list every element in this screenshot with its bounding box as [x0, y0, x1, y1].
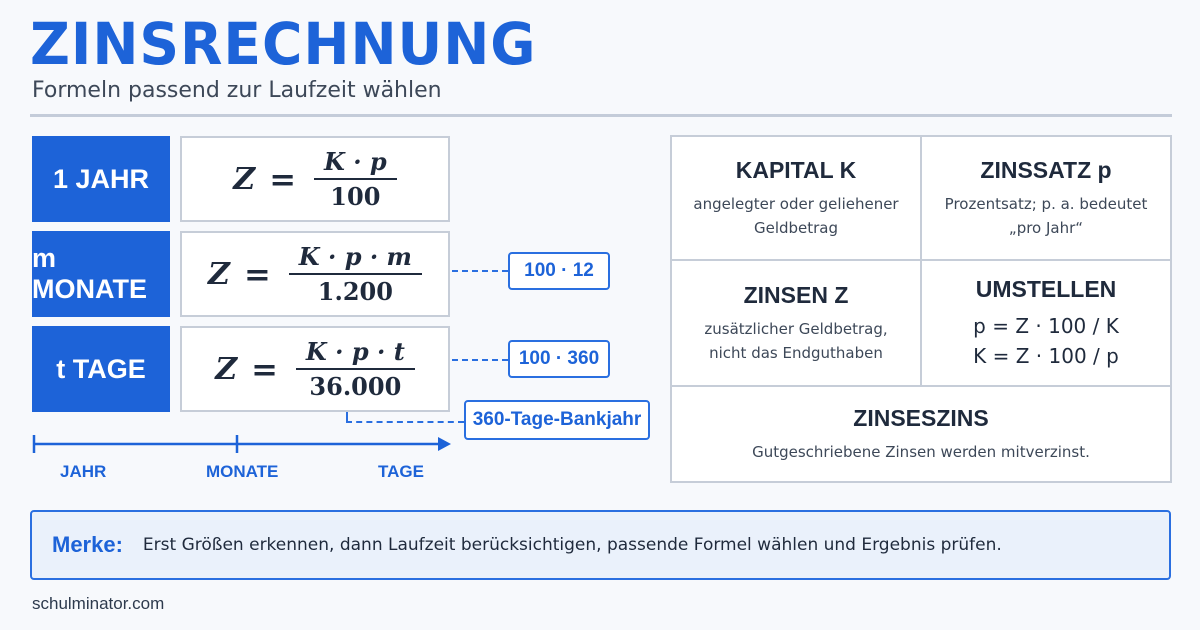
formula-denominator: 1.200	[317, 277, 393, 306]
term-rearrange-title: UMSTELLEN	[975, 275, 1117, 302]
timeline-label-months: MONATE	[206, 462, 279, 481]
timeline-label-days: TAGE	[378, 462, 424, 481]
term-rate-text: Prozentsatz; p. a. bedeutet	[944, 194, 1148, 213]
term-capital	[672, 137, 920, 259]
formula-z: Z	[233, 161, 256, 197]
term-rate-text: „pro Jahr“	[1008, 218, 1084, 237]
tag-bank-year: 360-Tage-Bankjahr	[464, 400, 650, 440]
term-compound-title: ZINSESZINS	[853, 404, 989, 431]
term-compound-interest	[672, 387, 1170, 481]
formula-fraction	[314, 147, 397, 211]
formula-equals: =	[243, 255, 271, 293]
formula-fraction	[289, 242, 422, 306]
formula-months	[180, 231, 450, 317]
term-rate	[922, 137, 1170, 259]
note-box	[30, 510, 1171, 580]
term-capital-text: angelegter oder geliehener	[693, 194, 899, 213]
formula-denominator: 100	[330, 182, 381, 211]
note-text: Erst Größen erkennen, dann Laufzeit berücksichtigen, passende Formel wählen und Ergebnis prüfen.	[142, 535, 1002, 555]
page-subtitle: Formeln passend zur Laufzeit wählen	[32, 78, 442, 103]
page-title: ZINSRECHNUNG	[30, 10, 537, 78]
term-interest-text: zusätzlicher Geldbetrag,	[704, 319, 888, 338]
formula-z: Z	[215, 351, 238, 387]
formula-denominator: 36.000	[309, 372, 402, 401]
timeline-arrow	[32, 434, 452, 454]
timeline-label-year: JAHR	[60, 462, 107, 481]
footer-site: schulminator.com	[32, 594, 165, 613]
term-interest-title: ZINSEN Z	[743, 281, 849, 308]
formula-numerator: K · p · m	[289, 242, 422, 275]
header-divider	[30, 114, 1172, 117]
formula-equals: =	[251, 350, 278, 388]
note-label: Merke:	[52, 532, 123, 557]
formula-equals: =	[269, 160, 296, 198]
tag-months-divisor: 100 · 12	[508, 252, 610, 290]
term-rearrange	[922, 261, 1170, 385]
term-rearrange-formula: K = Z · 100 / p	[973, 343, 1119, 368]
term-compound-text: Gutgeschriebene Zinsen werden mitverzinst.	[752, 442, 1090, 461]
term-interest	[672, 261, 920, 385]
term-rearrange-formula: p = Z · 100 / K	[973, 313, 1119, 338]
term-interest-text: nicht das Endguthaben	[709, 343, 883, 362]
formula-year	[180, 136, 450, 222]
row-label-year: 1 JAHR	[32, 136, 170, 222]
row-label-months: m MONATE	[32, 231, 170, 317]
formula-z: Z	[208, 256, 230, 292]
tag-days-divisor: 100 · 360	[508, 340, 610, 378]
formula-numerator: K · p · t	[296, 337, 415, 370]
connector-bankyear	[346, 421, 464, 423]
formula-numerator: K · p	[314, 147, 397, 180]
term-rate-title: ZINSSATZ p	[980, 156, 1112, 183]
term-capital-text: Geldbetrag	[753, 218, 839, 237]
connector-months	[452, 270, 508, 272]
formula-fraction	[296, 337, 415, 401]
connector-days	[452, 359, 508, 361]
formula-days	[180, 326, 450, 412]
terms-grid	[670, 135, 1172, 483]
term-capital-title: KAPITAL K	[735, 156, 857, 183]
row-label-days: t TAGE	[32, 326, 170, 412]
